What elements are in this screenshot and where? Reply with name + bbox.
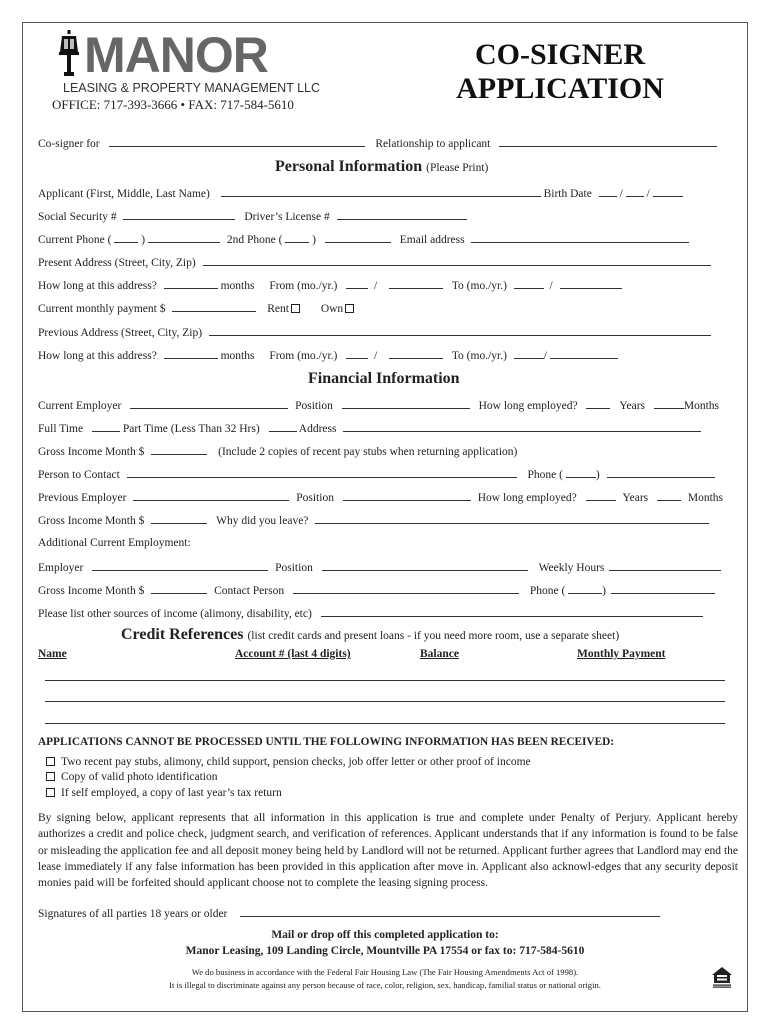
previous-address-label: Previous Address (Street, City, Zip) bbox=[38, 327, 203, 339]
requirement-text-1: Two recent pay stubs, alimony, child support, pension checks, job offer letter or other proof of income bbox=[61, 756, 531, 768]
include-stubs-note: (Include 2 copies of recent pay stubs when returning application) bbox=[218, 446, 518, 458]
requirement-item bbox=[44, 771, 218, 783]
rent-checkbox[interactable] bbox=[291, 304, 300, 313]
drivers-license-field[interactable] bbox=[337, 209, 467, 220]
cosigner-for-label: Co-signer for bbox=[38, 138, 100, 150]
person-to-contact-field[interactable] bbox=[127, 467, 517, 478]
other-sources-field[interactable] bbox=[321, 606, 703, 617]
monthly-payment-label: Current monthly payment $ bbox=[38, 303, 166, 315]
previous-employer-label: Previous Employer bbox=[38, 492, 127, 504]
to-year-field-2[interactable] bbox=[550, 348, 618, 359]
requirement-checkbox-1[interactable] bbox=[46, 757, 55, 766]
additional-phone-area-field[interactable] bbox=[568, 583, 602, 594]
weekly-hours-field[interactable] bbox=[609, 560, 721, 571]
present-address-label: Present Address (Street, City, Zip) bbox=[38, 257, 196, 269]
legal-paragraph: By signing below, applicant represents that all information in this application is true and complete under Penalty of Perjury. Applicant hereby authorizes a credit and police check, judgment search, and verification of references. Applicant understands that if any information is found to be false or misleading the application fee and all deposit money being held by Landlord will not be returned. Applicant further agrees that Landlord may end the lease immediately if any false information has been provided in this application after move in. Applicant also acknowl-edges that any security deposit monies paid will be forfeited should applicant choose not to complete the leasing signing process. bbox=[38, 812, 738, 890]
months-employed-label: Months bbox=[683, 400, 720, 412]
ssn-row bbox=[38, 209, 467, 223]
to-label: To (mo./yr.) bbox=[451, 280, 507, 292]
how-long-field-2[interactable] bbox=[164, 348, 218, 359]
second-phone-area-field[interactable] bbox=[285, 232, 309, 243]
office-contact: OFFICE: 717-393-3666 • FAX: 717-584-5610 bbox=[52, 97, 294, 112]
requirement-item bbox=[44, 756, 531, 768]
mail-address: Manor Leasing, 109 Landing Circle, Mountville PA 17554 or fax to: 717-584-5610 bbox=[185, 945, 585, 957]
additional-phone-label: Phone ( bbox=[529, 585, 566, 597]
financial-info-heading: Financial Information bbox=[308, 370, 460, 387]
personal-info-heading bbox=[275, 158, 488, 176]
prev-years-field[interactable] bbox=[586, 490, 616, 501]
personal-heading-note: (Please Print) bbox=[426, 162, 489, 174]
additional-position-label: Position bbox=[275, 562, 313, 574]
to-label-2: To (mo./yr.) bbox=[451, 350, 507, 362]
to-month-field-2[interactable] bbox=[514, 348, 544, 359]
mail-instructions: Mail or drop off this completed application to: bbox=[271, 929, 499, 941]
applicant-name-field[interactable] bbox=[221, 186, 541, 197]
full-time-label: Full Time bbox=[38, 423, 84, 435]
present-address-row bbox=[38, 255, 711, 269]
current-phone-label: Current Phone ( bbox=[38, 234, 112, 246]
personal-heading-text: Personal Information bbox=[275, 158, 423, 175]
own-label: Own bbox=[320, 303, 344, 315]
to-year-field[interactable] bbox=[560, 278, 622, 289]
current-phone-field[interactable] bbox=[148, 232, 220, 243]
part-time-field[interactable] bbox=[269, 421, 297, 432]
relationship-field[interactable] bbox=[499, 136, 717, 147]
months-employed-field[interactable] bbox=[654, 398, 684, 409]
lamp-post-icon bbox=[56, 28, 82, 78]
how-long-label-2: How long at this address? bbox=[38, 350, 157, 362]
present-address-field[interactable] bbox=[203, 255, 711, 266]
from-month-field[interactable] bbox=[346, 278, 368, 289]
requirement-text-2: Copy of valid photo identification bbox=[61, 771, 218, 783]
additional-gross-income-field[interactable] bbox=[151, 583, 207, 594]
credit-col-monthly-payment: Monthly Payment bbox=[577, 648, 666, 660]
additional-employer-field[interactable] bbox=[92, 560, 268, 571]
full-time-row bbox=[38, 421, 701, 435]
signature-field[interactable] bbox=[240, 906, 660, 917]
part-time-label: Part Time (Less Than 32 Hrs) bbox=[122, 423, 260, 435]
from-label-2: From (mo./yr.) bbox=[269, 350, 338, 362]
credit-heading-note: (list credit cards and present loans - if you need more room, use a separate sheet) bbox=[247, 630, 620, 642]
prev-years-label: Years bbox=[622, 492, 649, 504]
birth-day-field[interactable] bbox=[626, 186, 644, 197]
months-label-2: months bbox=[220, 350, 255, 362]
email-field[interactable] bbox=[471, 232, 689, 243]
current-employer-label: Current Employer bbox=[38, 400, 122, 412]
credit-reference-line-3[interactable] bbox=[45, 723, 725, 724]
birth-year-field[interactable] bbox=[653, 186, 683, 197]
contact-phone-area-field[interactable] bbox=[566, 467, 596, 478]
weekly-hours-label: Weekly Hours bbox=[538, 562, 605, 574]
credit-heading-text: Credit References bbox=[121, 626, 244, 643]
fair-housing-discrimination: It is illegal to discriminate against any person because of race, color, religion, sex, handicap, familial status or national origin. bbox=[169, 980, 601, 990]
requirement-text-3: If self employed, a copy of last year’s tax return bbox=[61, 787, 282, 799]
contact-phone-field[interactable] bbox=[607, 467, 715, 478]
other-sources-label: Please list other sources of income (alimony, disability, etc) bbox=[38, 608, 312, 620]
additional-employer-row bbox=[38, 560, 721, 574]
email-label: Email address bbox=[399, 234, 465, 246]
prev-months-label: Months bbox=[687, 492, 724, 504]
credit-col-name: Name bbox=[38, 648, 67, 660]
to-month-field[interactable] bbox=[514, 278, 544, 289]
relationship-label: Relationship to applicant bbox=[375, 138, 491, 150]
credit-col-balance: Balance bbox=[420, 648, 459, 660]
second-phone-label: 2nd Phone ( bbox=[226, 234, 283, 246]
position-field[interactable] bbox=[342, 398, 470, 409]
birth-month-field[interactable] bbox=[599, 186, 617, 197]
additional-employer-label: Employer bbox=[38, 562, 84, 574]
fair-housing-statement: We do business in accordance with the Federal Fair Housing Law (The Fair Housing Amendments Act of 1998). bbox=[191, 967, 579, 977]
own-checkbox[interactable] bbox=[345, 304, 354, 313]
form-title bbox=[440, 38, 680, 106]
title-line-2: APPLICATION bbox=[456, 72, 664, 105]
how-long-row-1: How long at this address? months From (mo./yr.) / To (mo./yr.) / bbox=[38, 278, 622, 292]
years-field[interactable] bbox=[586, 398, 610, 409]
additional-phone-field[interactable] bbox=[611, 583, 715, 594]
current-phone-area-field[interactable] bbox=[114, 232, 138, 243]
current-employer-field[interactable] bbox=[130, 398, 288, 409]
requirement-checkbox-2[interactable] bbox=[46, 772, 55, 781]
title-line-1: CO-SIGNER bbox=[474, 38, 646, 71]
contact-person-field[interactable] bbox=[293, 583, 519, 594]
credit-references-heading bbox=[121, 626, 619, 644]
from-year-field[interactable] bbox=[389, 278, 443, 289]
previous-employer-field[interactable] bbox=[133, 490, 289, 501]
why-leave-field[interactable] bbox=[315, 513, 709, 524]
employer-address-label: Address bbox=[298, 423, 337, 435]
credit-reference-line-2[interactable] bbox=[45, 701, 725, 702]
requirements-heading: APPLICATIONS CANNOT BE PROCESSED UNTIL THE FOLLOWING INFORMATION HAS BEEN RECEIVED: bbox=[38, 736, 615, 748]
drivers-license-label: Driver’s License # bbox=[244, 211, 330, 223]
additional-position-field[interactable] bbox=[322, 560, 528, 571]
logo-subtitle: LEASING & PROPERTY MANAGEMENT LLC bbox=[63, 81, 321, 95]
signature-row bbox=[38, 906, 660, 920]
how-long-employed-label: How long employed? bbox=[478, 400, 578, 412]
prev-position-label: Position bbox=[296, 492, 334, 504]
rent-label: Rent bbox=[267, 303, 289, 315]
how-long-field[interactable] bbox=[164, 278, 218, 289]
ssn-field[interactable] bbox=[123, 209, 235, 220]
position-label: Position bbox=[295, 400, 333, 412]
gross-income-label: Gross Income Month $ bbox=[38, 446, 145, 458]
prev-how-long-label: How long employed? bbox=[477, 492, 577, 504]
from-label: From (mo./yr.) bbox=[269, 280, 338, 292]
payment-row bbox=[38, 301, 354, 315]
equal-housing-opportunity-icon bbox=[711, 966, 733, 988]
prev-position-field[interactable] bbox=[343, 490, 471, 501]
cosigner-for-row bbox=[38, 136, 717, 150]
how-long-row-2: How long at this address? months From (mo./yr.) / To (mo./yr.) / bbox=[38, 348, 618, 362]
credit-col-account: Account # (last 4 digits) bbox=[235, 648, 351, 660]
contact-person-label: Contact Person bbox=[214, 585, 285, 597]
contact-phone-label: Phone ( bbox=[527, 469, 563, 481]
employer-address-field[interactable] bbox=[343, 421, 701, 432]
additional-income-row: Gross Income Month $ Contact Person Phone ( ) bbox=[38, 583, 715, 597]
gross-income-field[interactable] bbox=[151, 444, 207, 455]
applicant-label: Applicant (First, Middle, Last Name) bbox=[38, 188, 210, 200]
requirement-checkbox-3[interactable] bbox=[46, 788, 55, 797]
prev-gross-income-label: Gross Income Month $ bbox=[38, 515, 145, 527]
previous-address-field[interactable] bbox=[209, 325, 711, 336]
previous-employer-row bbox=[38, 490, 723, 504]
cosigner-for-field[interactable] bbox=[109, 136, 365, 147]
additional-employment-label: Additional Current Employment: bbox=[38, 537, 191, 549]
additional-gross-income-label: Gross Income Month $ bbox=[38, 585, 145, 597]
from-month-field-2[interactable] bbox=[346, 348, 368, 359]
prev-gross-income-field[interactable] bbox=[151, 513, 207, 524]
gross-income-row bbox=[38, 444, 517, 458]
from-year-field-2[interactable] bbox=[389, 348, 443, 359]
years-label: Years bbox=[619, 400, 646, 412]
prev-months-field[interactable] bbox=[657, 490, 681, 501]
ssn-label: Social Security # bbox=[38, 211, 117, 223]
other-income-row bbox=[38, 606, 703, 620]
why-leave-label: Why did you leave? bbox=[216, 515, 309, 527]
signature-label: Signatures of all parties 18 years or older bbox=[38, 908, 228, 920]
birth-date-label: Birth Date bbox=[543, 188, 592, 200]
how-long-label: How long at this address? bbox=[38, 280, 157, 292]
phone-row: Current Phone ( ) 2nd Phone ( ) Email address bbox=[38, 232, 689, 246]
logo-wordmark: MANOR bbox=[84, 27, 268, 83]
current-employer-row bbox=[38, 398, 719, 412]
months-label: months bbox=[220, 280, 255, 292]
contact-row: Person to Contact Phone ( ) bbox=[38, 467, 715, 481]
second-phone-field[interactable] bbox=[325, 232, 391, 243]
person-to-contact-label: Person to Contact bbox=[38, 469, 120, 481]
requirement-item bbox=[44, 787, 282, 799]
monthly-payment-field[interactable] bbox=[172, 301, 256, 312]
previous-address-row bbox=[38, 325, 711, 339]
prev-income-row bbox=[38, 513, 709, 527]
applicant-row: Applicant (First, Middle, Last Name) Birth Date / / bbox=[38, 186, 683, 200]
full-time-field[interactable] bbox=[92, 421, 120, 432]
credit-reference-line-1[interactable] bbox=[45, 680, 725, 681]
